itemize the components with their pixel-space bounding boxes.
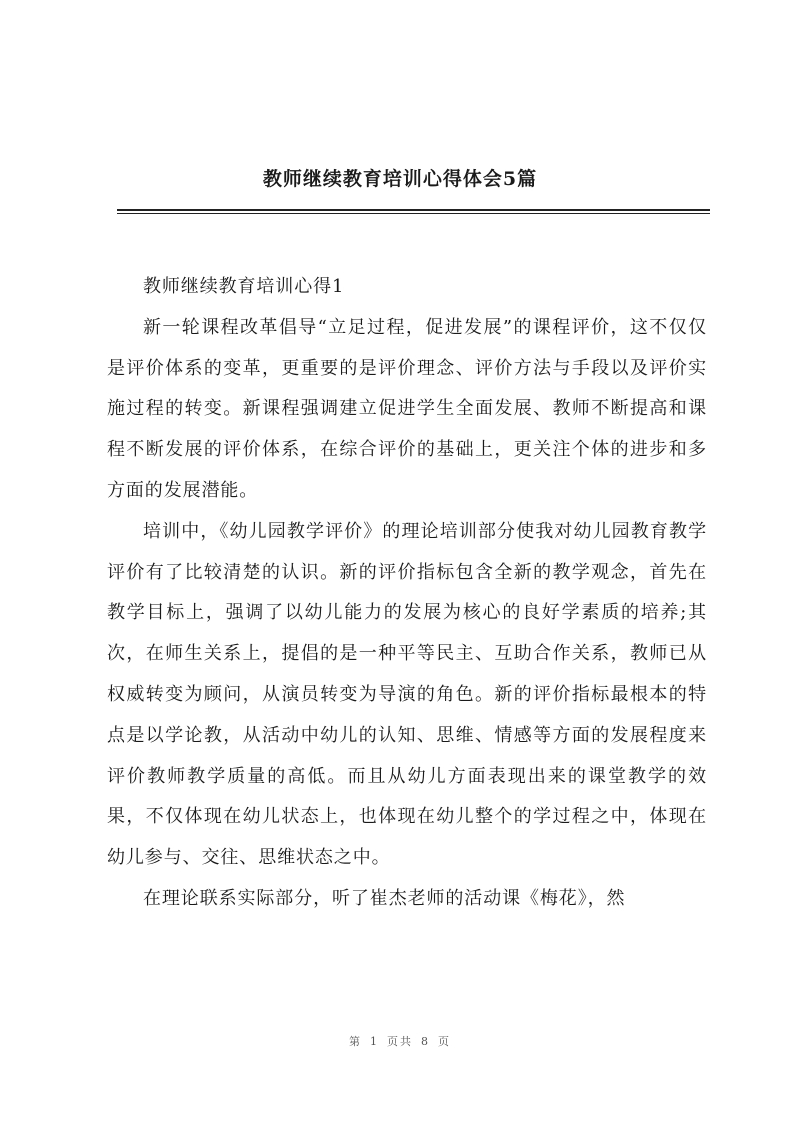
footer-middle: 页共	[387, 1035, 413, 1048]
footer-current-page: 1	[370, 1035, 379, 1048]
footer-total-pages: 8	[421, 1035, 430, 1048]
footer-suffix: 页	[438, 1035, 451, 1048]
page-title: 教师继续教育培训心得体会5篇	[262, 168, 538, 190]
paragraph: 培训中，《幼儿园教学评价》的理论培训部分使我对幼儿园教育教学评价有了比较清楚的认识。新的评价指标包含全新的教学观念，首先在教学目标上，强调了以幼儿能力的发展为核心的良好学素质的培养;其次，在师生关系上，提倡的是一种平等民主、互助合作关系，教师已从权威转变为顾问，从演员转变为导演的角色。新的评价指标最根本的特点是以学论教，从活动中幼儿的认知、思维、情感等方面的发展程度来评价教师教学质量的高低。而且从幼儿方面表现出来的课堂教学的效果，不仅体现在幼儿状态上，也体现在幼儿整个的学过程之中，体现在幼儿参与、交往、思维状态之中。	[107, 520, 707, 869]
document-body	[107, 267, 707, 920]
paragraph: 新一轮课程改革倡导“立足过程，促进发展”的课程评价，这不仅仅是评价体系的变革，更重要的是评价理念、评价方法与手段以及评价实施过程的转变。新课程强调建立促进学生全面发展、教师不断提高和课程不断发展的评价体系，在综合评价的基础上，更关注个体的进步和多方面的发展潜能。	[107, 316, 707, 501]
paragraph: 在理论联系实际部分，听了崔杰老师的活动课《梅花》，然	[143, 887, 626, 909]
footer-prefix: 第	[349, 1035, 362, 1048]
title-divider	[117, 209, 710, 214]
section-heading: 教师继续教育培训心得1	[143, 276, 345, 297]
page-footer	[0, 1033, 800, 1049]
